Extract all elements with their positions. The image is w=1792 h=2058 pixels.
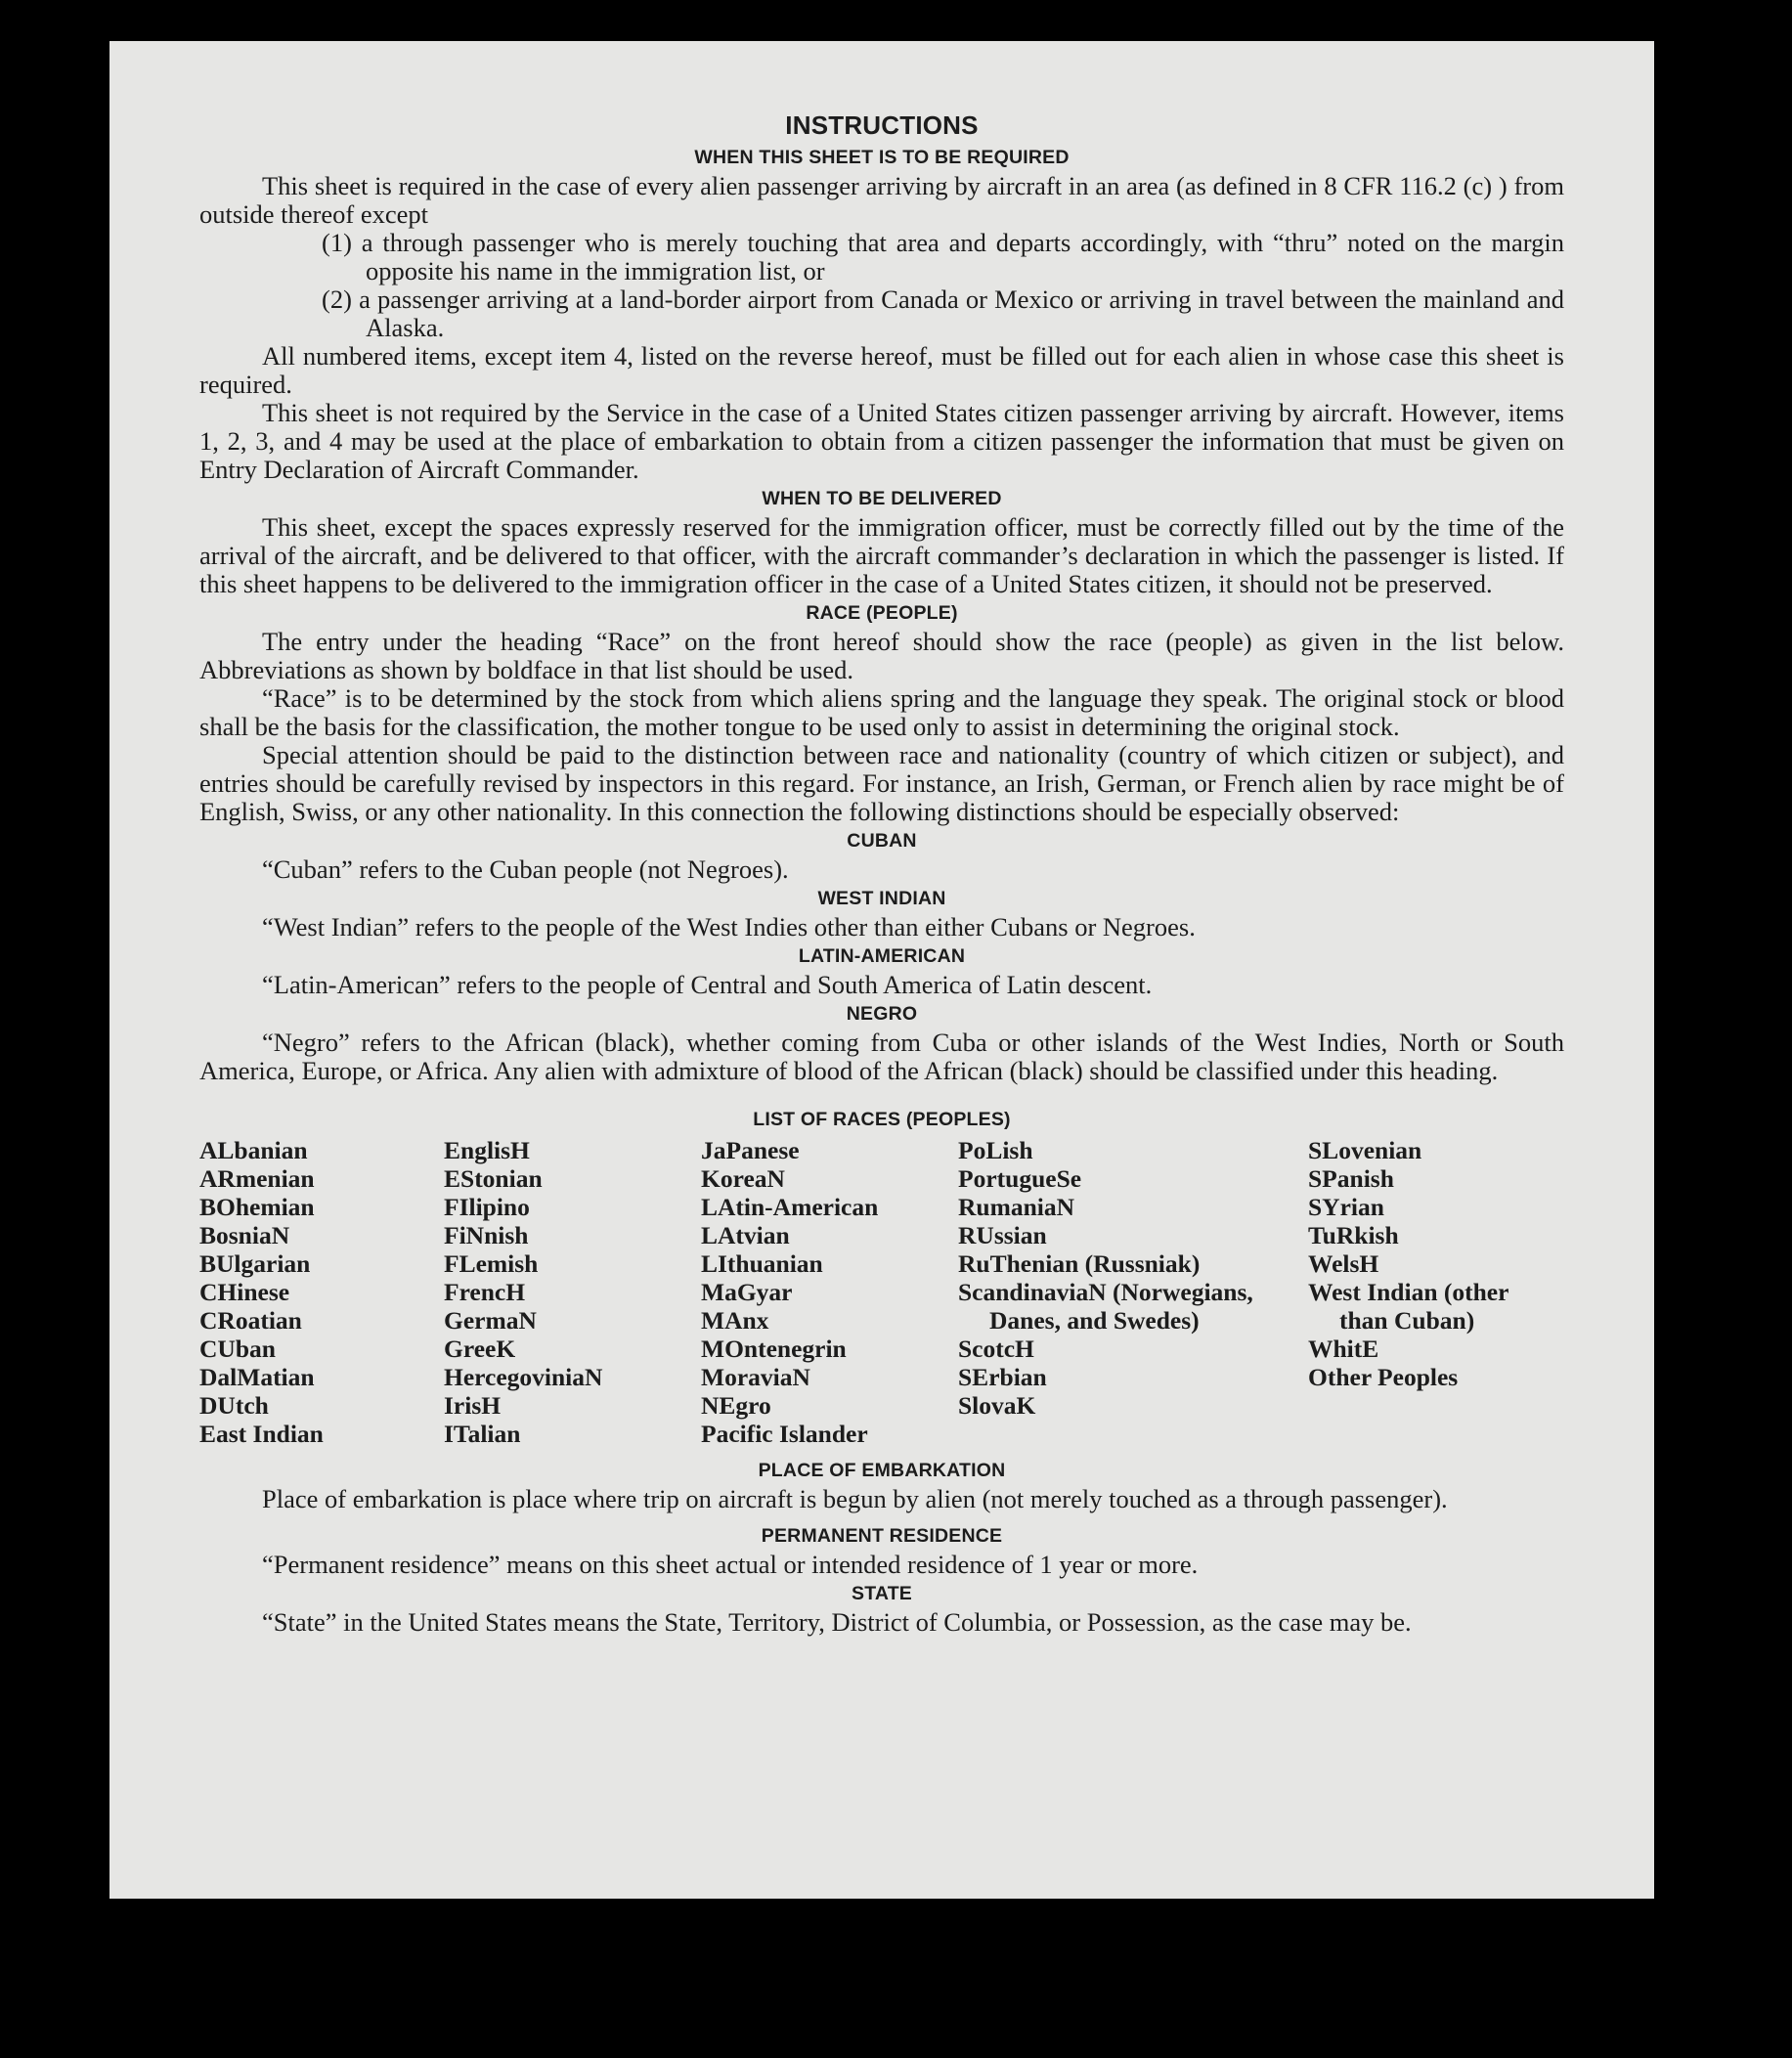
required-paragraph-1: This sheet is required in the case of every alien passenger arriving by aircraft in an area (as defined in 8 CFR 116.2 (c) ) from outside thereof except: [199, 171, 1564, 229]
heading-required: WHEN THIS SHEET IS TO BE REQUIRED: [694, 147, 1070, 168]
race-entry: MAnx: [701, 1306, 769, 1335]
race-entry: JaPanese: [701, 1136, 800, 1164]
race-entry: DUtch: [199, 1391, 269, 1420]
race-entry: RuThenian (Russniak): [958, 1249, 1201, 1278]
race-entry: PortugueSe: [958, 1164, 1082, 1193]
race-entry: GreeK: [444, 1335, 516, 1363]
race-entry: FLemish: [444, 1249, 539, 1278]
race-entry: ALbanian: [199, 1136, 308, 1164]
latin-american-paragraph: “Latin-American” refers to the people of Central and South America of Latin descent.: [262, 970, 1153, 999]
embarkation-paragraph: Place of embarkation is place where trip on aircraft is begun by alien (not merely touched as a through passenger).: [262, 1484, 1448, 1513]
race-paragraph-2: “Race” is to be determined by the stock from which aliens spring and the language they speak. The original stock or blood shall be the basis for the classification, the mother tongue to be used only to assist in determining the original stock.: [199, 683, 1564, 741]
race-entry: ARmenian: [199, 1164, 315, 1193]
races-column-4: [958, 1136, 1308, 1448]
race-entry: KoreaN: [701, 1164, 785, 1193]
residence-paragraph: “Permanent residence” means on this sheet actual or intended residence of 1 year or more.: [262, 1550, 1199, 1579]
heading-race: RACE (PEOPLE): [806, 602, 958, 624]
instruction-sheet: [109, 41, 1654, 1899]
west-indian-paragraph: “West Indian” refers to the people of the West Indies other than either Cubans or Negroes.: [262, 912, 1196, 941]
race-entry: BosniaN: [199, 1221, 290, 1249]
heading-state: STATE: [851, 1583, 913, 1604]
race-entry: Pacific Islander: [701, 1420, 868, 1448]
race-entry: RumaniaN: [958, 1193, 1075, 1221]
race-entry: PoLish: [958, 1136, 1033, 1164]
heading-cuban: CUBAN: [847, 830, 917, 852]
heading-delivered: WHEN TO BE DELIVERED: [762, 488, 1002, 509]
race-entry: LAtin-American: [701, 1193, 879, 1221]
races-list: [199, 1136, 1564, 1448]
race-entry: MoraviaN: [701, 1363, 810, 1391]
race-entry: WelsH: [1308, 1249, 1379, 1278]
race-entry: HercegoviniaN: [444, 1363, 603, 1391]
negro-paragraph: “Negro” refers to the African (black), whether coming from Cuba or other islands of the West Indies, North or South America, Europe, or Africa. Any alien with admixture of blood of the African (black) should be classified under this heading.: [199, 1028, 1564, 1085]
race-entry: FrencH: [444, 1278, 526, 1306]
race-entry: RUssian: [958, 1221, 1047, 1249]
race-entry: WhitE: [1308, 1335, 1379, 1363]
race-entry: SYrian: [1308, 1193, 1384, 1221]
race-entry: LAtvian: [701, 1221, 790, 1249]
cuban-paragraph: “Cuban” refers to the Cuban people (not Negroes).: [262, 854, 789, 884]
race-entry: CRoatian: [199, 1306, 302, 1335]
race-entry: EStonian: [444, 1164, 543, 1193]
race-entry: SlovaK: [958, 1391, 1036, 1420]
required-item-2: (2) a passenger arriving at a land-border airport from Canada or Mexico or arriving in travel between the mainland and Alaska.: [322, 285, 1564, 342]
race-entry: MaGyar: [701, 1278, 793, 1306]
race-entry: ScotcH: [958, 1335, 1034, 1363]
race-entry: West Indian (other than Cuban): [1308, 1278, 1508, 1335]
heading-negro: NEGRO: [846, 1003, 918, 1025]
race-entry: FiNnish: [444, 1221, 529, 1249]
race-entry: GermaN: [444, 1306, 537, 1335]
race-entry: ITalian: [444, 1420, 521, 1448]
race-entry: SErbian: [958, 1363, 1047, 1391]
race-entry: ScandinaviaN (Norwegians, Danes, and Swedes): [958, 1278, 1253, 1335]
races-column-3: [701, 1136, 958, 1448]
race-entry: FIlipino: [444, 1193, 530, 1221]
race-entry: EnglisH: [444, 1136, 530, 1164]
state-paragraph: “State” in the United States means the State, Territory, District of Columbia, or Possession, as the case may be.: [262, 1607, 1412, 1637]
race-entry: East Indian: [199, 1420, 324, 1448]
heading-west-indian: WEST INDIAN: [817, 888, 946, 909]
heading-races-list: LIST OF RACES (PEOPLES): [753, 1109, 1011, 1130]
race-entry: NEgro: [701, 1391, 771, 1420]
required-item-1: (1) a through passenger who is merely touching that area and departs accordingly, with “thru” noted on the margin opposite his name in the immigration list, or: [322, 228, 1564, 285]
required-paragraph-2: All numbered items, except item 4, listed on the reverse hereof, must be filled out for each alien in whose case this sheet is required.: [199, 341, 1564, 399]
races-column-2: [444, 1136, 701, 1448]
heading-embarkation: PLACE OF EMBARKATION: [758, 1460, 1006, 1481]
races-column-5: [1308, 1136, 1562, 1448]
race-entry: BUlgarian: [199, 1249, 311, 1278]
race-entry: DalMatian: [199, 1363, 315, 1391]
race-paragraph-3: Special attention should be paid to the distinction between race and nationality (country of which citizen or subject), and entries should be carefully revised by inspectors in this regard. For instance, an Irish, German, or French alien by race might be of English, Swiss, or any other nationality. In this connection the following distinctions should be especially observed:: [199, 740, 1564, 826]
race-entry: IrisH: [444, 1391, 502, 1420]
race-entry: SLovenian: [1308, 1136, 1422, 1164]
race-entry: LIthuanian: [701, 1249, 823, 1278]
heading-latin-american: LATIN-AMERICAN: [798, 945, 966, 967]
race-entry: CHinese: [199, 1278, 290, 1306]
race-entry: SPanish: [1308, 1164, 1394, 1193]
delivered-paragraph: This sheet, except the spaces expressly reserved for the immigration officer, must be correctly filled out by the time of the arrival of the aircraft, and be delivered to that officer, with the aircraft commander’s declaration in which the passenger is listed. If this sheet happens to be delivered to the immigration officer in the case of a United States citizen, it should not be preserved.: [199, 512, 1564, 598]
races-column-1: [199, 1136, 444, 1448]
race-entry: CUban: [199, 1335, 276, 1363]
race-entry: Other Peoples: [1308, 1363, 1459, 1391]
race-entry: MOntenegrin: [701, 1335, 847, 1363]
heading-residence: PERMANENT RESIDENCE: [761, 1525, 1003, 1547]
race-entry: BOhemian: [199, 1193, 315, 1221]
page-title: INSTRUCTIONS: [785, 110, 979, 140]
required-paragraph-3: This sheet is not required by the Service in the case of a United States citizen passenger arriving by aircraft. However, items 1, 2, 3, and 4 may be used at the place of embarkation to obtain from a citizen passenger the information that must be given on Entry Declaration of Aircraft Commander.: [199, 398, 1564, 484]
race-entry: TuRkish: [1308, 1221, 1399, 1249]
race-paragraph-1: The entry under the heading “Race” on the front hereof should show the race (people) as given in the list below. Abbreviations as shown by boldface in that list should be used.: [199, 627, 1564, 684]
